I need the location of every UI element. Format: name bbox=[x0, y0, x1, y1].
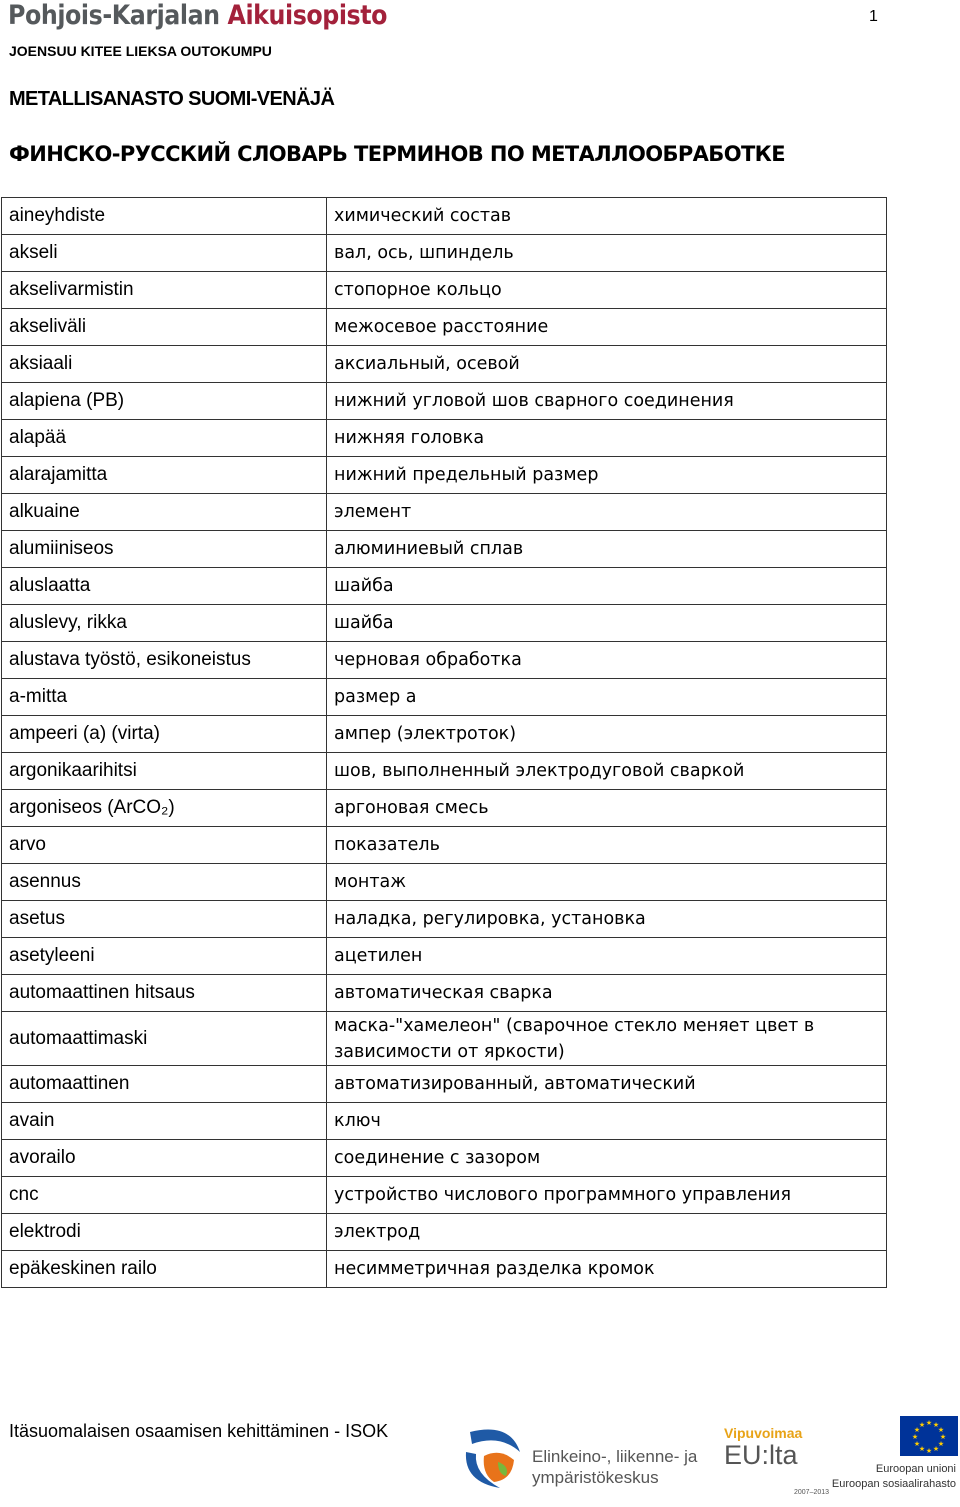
russian-translation: черновая обработка bbox=[327, 642, 887, 679]
russian-translation: шайба bbox=[327, 568, 887, 605]
finnish-term: alustava työstö, esikoneistus bbox=[2, 642, 327, 679]
finnish-term: aksiaali bbox=[2, 346, 327, 383]
page-number: 1 bbox=[869, 8, 878, 25]
russian-translation: шов, выполненный электродуговой сваркой bbox=[327, 753, 887, 790]
dictionary-row bbox=[2, 235, 887, 272]
russian-translation: ампер (электроток) bbox=[327, 716, 887, 753]
dictionary-row bbox=[2, 938, 887, 975]
dictionary-row bbox=[2, 1066, 887, 1103]
russian-translation: электрод bbox=[327, 1214, 887, 1251]
finnish-term: aineyhdiste bbox=[2, 198, 327, 235]
russian-translation: устройство числового программного управления bbox=[327, 1177, 887, 1214]
vipuvoimaa-line-1: Vipuvoimaa bbox=[724, 1425, 803, 1441]
finnish-term: alapiena (PB) bbox=[2, 383, 327, 420]
dictionary-row bbox=[2, 272, 887, 309]
finnish-term: alkuaine bbox=[2, 494, 327, 531]
russian-translation: элемент bbox=[327, 494, 887, 531]
dictionary-row bbox=[2, 827, 887, 864]
dictionary-row bbox=[2, 198, 887, 235]
russian-translation: аксиальный, осевой bbox=[327, 346, 887, 383]
title-russian: ФИНСКО-РУССКИЙ СЛОВАРЬ ТЕРМИНОВ ПО МЕТАЛЛООБРАБОТКЕ bbox=[9, 142, 785, 166]
svg-text:★: ★ bbox=[918, 1421, 926, 1429]
dictionary-row bbox=[2, 1103, 887, 1140]
dictionary-row bbox=[2, 975, 887, 1012]
finnish-term: automaattinen hitsaus bbox=[2, 975, 327, 1012]
russian-translation: показатель bbox=[327, 827, 887, 864]
dictionary-row bbox=[2, 457, 887, 494]
russian-translation: ключ bbox=[327, 1103, 887, 1140]
dictionary-row bbox=[2, 1214, 887, 1251]
finnish-term: epäkeskinen railo bbox=[2, 1251, 327, 1288]
finnish-term: avorailo bbox=[2, 1140, 327, 1177]
ely-line-2: ympäristökeskus bbox=[532, 1468, 659, 1487]
dictionary-row bbox=[2, 1251, 887, 1288]
dictionary-row bbox=[2, 790, 887, 827]
ely-text bbox=[532, 1446, 697, 1488]
ely-centre-logo bbox=[460, 1422, 720, 1492]
russian-translation: межосевое расстояние bbox=[327, 309, 887, 346]
dictionary-row bbox=[2, 420, 887, 457]
finnish-term: alumiiniseos bbox=[2, 531, 327, 568]
ely-emblem-icon bbox=[460, 1422, 530, 1492]
vipuvoimaa-years: 2007–2013 bbox=[794, 1489, 830, 1496]
russian-translation: ацетилен bbox=[327, 938, 887, 975]
svg-text:★: ★ bbox=[925, 1447, 933, 1455]
eu-logo bbox=[831, 1416, 958, 1496]
russian-translation: соединение с зазором bbox=[327, 1140, 887, 1177]
vipuvoimaa-logo bbox=[724, 1422, 834, 1502]
dictionary-row bbox=[2, 309, 887, 346]
finnish-term: asetus bbox=[2, 901, 327, 938]
finnish-term: argonikaarihitsi bbox=[2, 753, 327, 790]
finnish-term: akselivarmistin bbox=[2, 272, 327, 309]
russian-translation: химический состав bbox=[327, 198, 887, 235]
russian-translation: вал, ось, шпиндель bbox=[327, 235, 887, 272]
russian-translation: размер а bbox=[327, 679, 887, 716]
eu-line-2: Euroopan sosiaalirahasto bbox=[831, 1478, 956, 1490]
dictionary-row bbox=[2, 1177, 887, 1214]
project-name: Itäsuomalaisen osaamisen kehittäminen - ISOK bbox=[9, 1421, 389, 1441]
svg-text:★: ★ bbox=[925, 1419, 933, 1427]
svg-text:★: ★ bbox=[918, 1445, 926, 1453]
russian-translation: аргоновая смесь bbox=[327, 790, 887, 827]
svg-text:★: ★ bbox=[911, 1433, 919, 1441]
finnish-term: arvo bbox=[2, 827, 327, 864]
finnish-term: cnc bbox=[2, 1177, 327, 1214]
finnish-term: asetyleeni bbox=[2, 938, 327, 975]
dictionary-row bbox=[2, 531, 887, 568]
dictionary-row bbox=[2, 494, 887, 531]
finnish-term: aluslaatta bbox=[2, 568, 327, 605]
dictionary-row bbox=[2, 383, 887, 420]
finnish-term: avain bbox=[2, 1103, 327, 1140]
dictionary-row bbox=[2, 901, 887, 938]
dictionary-row bbox=[2, 1012, 887, 1066]
dictionary-table bbox=[1, 197, 887, 1288]
dictionary-row bbox=[2, 568, 887, 605]
finnish-term: automaattimaski bbox=[2, 1012, 327, 1066]
title-finnish: METALLISANASTO SUOMI-VENÄJÄ bbox=[9, 88, 335, 110]
towns-line: JOENSUU KITEE LIEKSA OUTOKUMPU bbox=[9, 43, 272, 59]
finnish-term: automaattinen bbox=[2, 1066, 327, 1103]
russian-translation: автоматизированный, автоматический bbox=[327, 1066, 887, 1103]
finnish-term: akseliväli bbox=[2, 309, 327, 346]
dictionary-row bbox=[2, 753, 887, 790]
russian-translation: монтаж bbox=[327, 864, 887, 901]
russian-translation: нижняя головка bbox=[327, 420, 887, 457]
dictionary-row bbox=[2, 605, 887, 642]
russian-translation: нижний угловой шов сварного соединения bbox=[327, 383, 887, 420]
finnish-term: elektrodi bbox=[2, 1214, 327, 1251]
dictionary-row bbox=[2, 642, 887, 679]
svg-text:★: ★ bbox=[939, 1433, 947, 1441]
dictionary-row bbox=[2, 864, 887, 901]
russian-translation: стопорное кольцо bbox=[327, 272, 887, 309]
svg-text:★: ★ bbox=[937, 1440, 945, 1448]
finnish-term: a-mitta bbox=[2, 679, 327, 716]
russian-translation: нижний предельный размер bbox=[327, 457, 887, 494]
russian-translation: несимметричная разделка кромок bbox=[327, 1251, 887, 1288]
logo-part-2: Aikuisopisto bbox=[227, 0, 388, 31]
russian-translation: маска-"хамелеон" (сварочное стекло меняет цвет в зависимости от яркости) bbox=[327, 1012, 887, 1066]
finnish-term: alapää bbox=[2, 420, 327, 457]
eu-line-1: Euroopan unioni bbox=[875, 1463, 956, 1475]
svg-text:★: ★ bbox=[937, 1426, 945, 1434]
dictionary-row bbox=[2, 346, 887, 383]
russian-translation: автоматическая сварка bbox=[327, 975, 887, 1012]
org-logo bbox=[8, 0, 387, 31]
svg-text:★: ★ bbox=[932, 1421, 940, 1429]
svg-text:★: ★ bbox=[932, 1445, 940, 1453]
russian-translation: наладка, регулировка, установка bbox=[327, 901, 887, 938]
svg-text:★: ★ bbox=[913, 1426, 921, 1434]
finnish-term: alarajamitta bbox=[2, 457, 327, 494]
svg-text:★: ★ bbox=[913, 1440, 921, 1448]
finnish-term: akseli bbox=[2, 235, 327, 272]
dictionary-row bbox=[2, 1140, 887, 1177]
finnish-term: asennus bbox=[2, 864, 327, 901]
finnish-term: aluslevy, rikka bbox=[2, 605, 327, 642]
dictionary-row bbox=[2, 679, 887, 716]
russian-translation: шайба bbox=[327, 605, 887, 642]
eu-flag-icon bbox=[900, 1416, 958, 1456]
finnish-term: argoniseos (ArCO₂) bbox=[2, 790, 327, 827]
finnish-term: ampeeri (a) (virta) bbox=[2, 716, 327, 753]
logo-part-1: Pohjois-Karjalan bbox=[8, 0, 220, 31]
dictionary-row bbox=[2, 716, 887, 753]
vipuvoimaa-line-2: EU:lta bbox=[724, 1440, 798, 1470]
russian-translation: алюминиевый сплав bbox=[327, 531, 887, 568]
ely-line-1: Elinkeino-, liikenne- ja bbox=[532, 1447, 698, 1466]
